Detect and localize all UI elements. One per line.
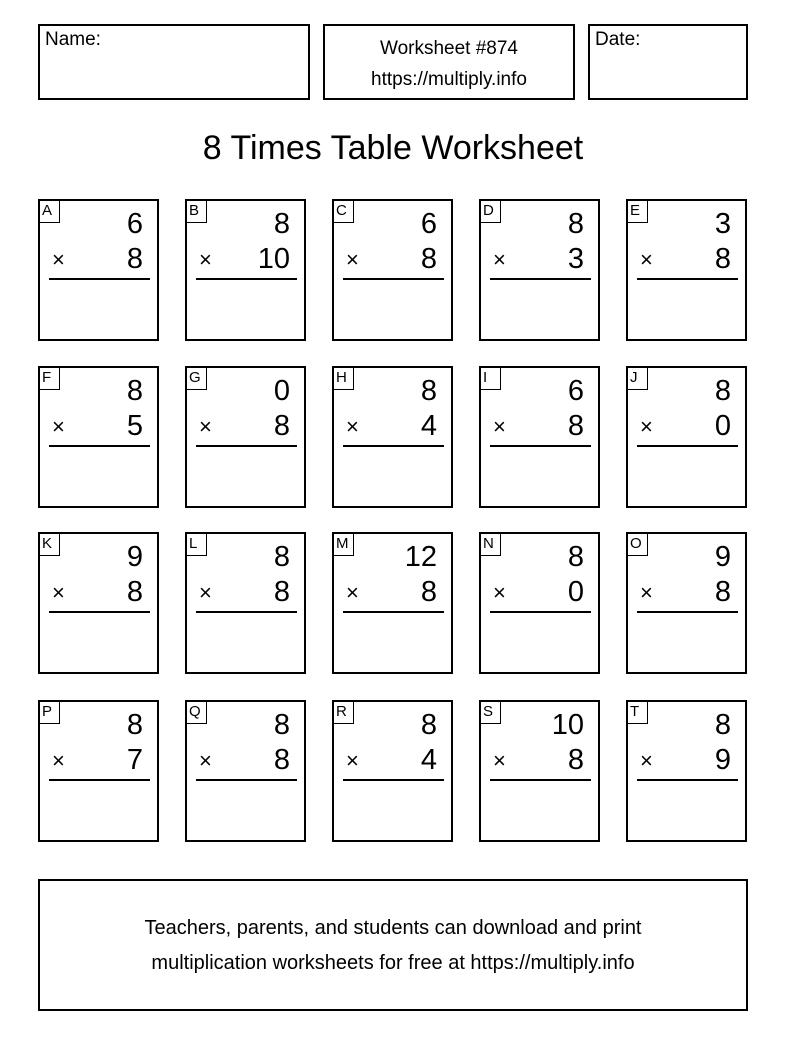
answer-line — [637, 779, 738, 781]
problem-label: F — [40, 368, 60, 390]
multiplier: 7 — [126, 744, 143, 776]
problem-label: P — [40, 702, 60, 724]
problem-label: E — [628, 201, 648, 223]
times-sign: × — [640, 247, 653, 272]
multiplier: 8 — [420, 243, 437, 275]
problem-card[interactable] — [479, 532, 600, 674]
multiplicand: 8 — [273, 709, 290, 741]
answer-line — [343, 278, 444, 280]
multiplier: 10 — [257, 243, 290, 275]
multiplier: 8 — [273, 744, 290, 776]
footer-box — [38, 879, 748, 1011]
problem-card[interactable] — [185, 532, 306, 674]
multiplicand: 6 — [126, 208, 143, 240]
problem-card[interactable] — [626, 366, 747, 508]
multiplicand: 8 — [420, 375, 437, 407]
problem-card[interactable] — [185, 700, 306, 842]
problem-card[interactable] — [626, 199, 747, 341]
multiplier: 8 — [126, 576, 143, 608]
problem-label: G — [187, 368, 207, 390]
multiplicand: 8 — [126, 375, 143, 407]
problem-label: S — [481, 702, 501, 724]
answer-line — [490, 445, 591, 447]
problem-label: M — [334, 534, 354, 556]
problem-label: B — [187, 201, 207, 223]
multiplier: 8 — [420, 576, 437, 608]
multiplicand: 8 — [273, 541, 290, 573]
times-sign: × — [640, 748, 653, 773]
problem-card[interactable] — [332, 366, 453, 508]
worksheet-info-box — [323, 24, 575, 100]
problem-label: C — [334, 201, 354, 223]
problem-card[interactable] — [185, 366, 306, 508]
footer-line-2: multiplication worksheets for free at https://multiply.info — [151, 952, 635, 974]
multiplicand: 8 — [567, 208, 584, 240]
multiplier: 9 — [714, 744, 731, 776]
multiplicand: 3 — [714, 208, 731, 240]
problem-card[interactable] — [332, 199, 453, 341]
problem-label: O — [628, 534, 648, 556]
problem-card[interactable] — [38, 700, 159, 842]
multiplier: 8 — [273, 410, 290, 442]
answer-line — [49, 278, 150, 280]
problem-card[interactable] — [626, 532, 747, 674]
answer-line — [637, 611, 738, 613]
answer-line — [196, 445, 297, 447]
times-sign: × — [52, 247, 65, 272]
times-sign: × — [346, 247, 359, 272]
name-field-box[interactable] — [38, 24, 310, 100]
problem-label: Q — [187, 702, 207, 724]
times-sign: × — [199, 748, 212, 773]
times-sign: × — [640, 580, 653, 605]
times-sign: × — [52, 580, 65, 605]
times-sign: × — [199, 414, 212, 439]
answer-line — [196, 779, 297, 781]
footer-line-1: Teachers, parents, and students can download and print — [144, 917, 642, 939]
problem-card[interactable] — [479, 199, 600, 341]
answer-line — [196, 611, 297, 613]
problem-card[interactable] — [38, 199, 159, 341]
answer-line — [49, 779, 150, 781]
worksheet-url: https://multiply.info — [371, 69, 527, 90]
problem-label: K — [40, 534, 60, 556]
problem-label: T — [628, 702, 648, 724]
times-sign: × — [346, 414, 359, 439]
multiplier: 8 — [273, 576, 290, 608]
multiplicand: 9 — [714, 541, 731, 573]
problem-label: A — [40, 201, 60, 223]
answer-line — [49, 611, 150, 613]
problem-card[interactable] — [479, 366, 600, 508]
problem-card[interactable] — [38, 366, 159, 508]
multiplier: 5 — [126, 410, 143, 442]
problem-label: I — [481, 368, 501, 390]
times-sign: × — [493, 580, 506, 605]
name-label: Name: — [45, 29, 101, 50]
worksheet-number: Worksheet #874 — [379, 38, 518, 59]
answer-line — [637, 445, 738, 447]
answer-line — [196, 278, 297, 280]
multiplier: 3 — [567, 243, 584, 275]
multiplier: 8 — [567, 744, 584, 776]
multiplier: 4 — [420, 410, 437, 442]
multiplier: 8 — [567, 410, 584, 442]
multiplicand: 8 — [714, 709, 731, 741]
multiplicand: 6 — [567, 375, 584, 407]
multiplicand: 8 — [714, 375, 731, 407]
times-sign: × — [346, 748, 359, 773]
multiplicand: 10 — [551, 709, 584, 741]
answer-line — [490, 779, 591, 781]
multiplier: 8 — [714, 243, 731, 275]
multiplicand: 0 — [273, 375, 290, 407]
answer-line — [637, 278, 738, 280]
answer-line — [343, 611, 444, 613]
answer-line — [343, 445, 444, 447]
date-field-box[interactable] — [588, 24, 748, 100]
times-sign: × — [346, 580, 359, 605]
multiplicand: 8 — [126, 709, 143, 741]
problem-card[interactable] — [38, 532, 159, 674]
problem-card[interactable] — [332, 700, 453, 842]
times-sign: × — [52, 414, 65, 439]
multiplier: 0 — [714, 410, 731, 442]
problem-label: J — [628, 368, 648, 390]
times-sign: × — [199, 580, 212, 605]
problem-card[interactable] — [185, 199, 306, 341]
page-title: 8 Times Table Worksheet — [202, 129, 584, 167]
problem-card[interactable] — [332, 532, 453, 674]
times-sign: × — [640, 414, 653, 439]
answer-line — [490, 611, 591, 613]
answer-line — [490, 278, 591, 280]
multiplicand: 12 — [404, 541, 437, 573]
multiplicand: 9 — [126, 541, 143, 573]
answer-line — [343, 779, 444, 781]
problem-label: N — [481, 534, 501, 556]
multiplier: 8 — [714, 576, 731, 608]
times-sign: × — [493, 247, 506, 272]
problem-card[interactable] — [479, 700, 600, 842]
multiplicand: 6 — [420, 208, 437, 240]
problem-label: H — [334, 368, 354, 390]
problem-label: D — [481, 201, 501, 223]
multiplicand: 8 — [273, 208, 290, 240]
times-sign: × — [493, 414, 506, 439]
multiplier: 0 — [567, 576, 584, 608]
multiplier: 4 — [420, 744, 437, 776]
answer-line — [49, 445, 150, 447]
times-sign: × — [493, 748, 506, 773]
problem-label: R — [334, 702, 354, 724]
times-sign: × — [52, 748, 65, 773]
times-sign: × — [199, 247, 212, 272]
multiplicand: 8 — [420, 709, 437, 741]
multiplicand: 8 — [567, 541, 584, 573]
problem-label: L — [187, 534, 207, 556]
problem-card[interactable] — [626, 700, 747, 842]
date-label: Date: — [595, 29, 641, 50]
multiplier: 8 — [126, 243, 143, 275]
